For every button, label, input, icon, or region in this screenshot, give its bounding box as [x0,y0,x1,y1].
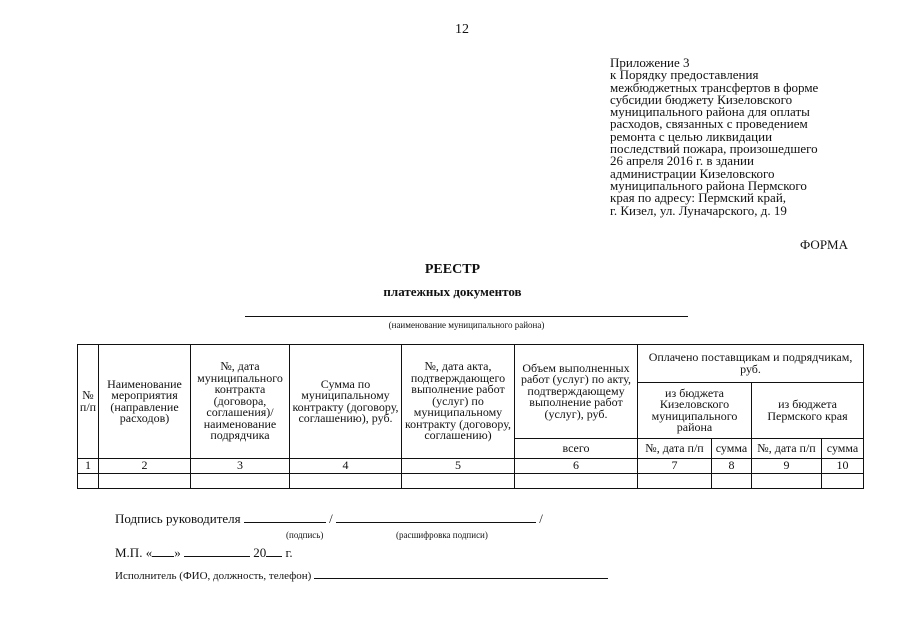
header-volume: Объем выполненных работ (услуг) по акту, подтверждающему выполнение работ (услуг), руб. [515,345,638,439]
table-cell[interactable] [822,474,864,489]
year-field[interactable] [266,544,282,557]
document-title: РЕЕСТР [424,262,481,277]
table-row [78,474,864,489]
appendix-line: Приложение 3 [610,55,690,70]
signature-line [115,510,543,527]
table-cell[interactable] [78,474,99,489]
header-num-date-2: №, дата п/п [752,439,822,459]
table-cell[interactable] [712,474,752,489]
header-paid: Оплачено поставщикам и подрядчикам, руб. [638,345,864,383]
table-cell[interactable] [515,474,638,489]
day-field[interactable] [152,544,174,557]
table-cell[interactable] [638,474,712,489]
executor-label: Исполнитель (ФИО, должность, телефон) [115,570,312,582]
column-number: 8 [712,459,752,474]
form-label: ФОРМА [800,237,848,252]
column-number: 1 [78,459,99,474]
header-paid-local: из бюджета Кизеловского муниципального района [638,383,752,439]
column-number-row [78,459,864,474]
column-number: 10 [822,459,864,474]
signature-field[interactable] [244,510,326,523]
region-caption: (наименование муниципального района) [388,320,545,330]
header-num-date-1: №, дата п/п [638,439,712,459]
column-number: 5 [402,459,515,474]
executor-field[interactable] [314,566,608,579]
separator: / [539,511,543,526]
executor-line [115,566,608,582]
table-cell[interactable] [402,474,515,489]
column-number: 4 [290,459,402,474]
header-amount-2: сумма [822,439,864,459]
year-suffix: г. [285,545,293,560]
header-contract: №, дата муниципального контракта (договора, соглашения)/ наименование подрядчика [191,345,290,459]
header-amount-1: сумма [712,439,752,459]
year-prefix: 20 [253,545,267,560]
appendix-block [610,57,860,217]
appendix-line: расходов, связанных с проведением [610,116,808,132]
document-subtitle: платежных документов [383,284,522,299]
table-cell[interactable] [191,474,290,489]
header-paid-region: из бюджета Пермского края [752,383,864,439]
header-num: № п/п [78,345,99,459]
separator: / [329,511,333,526]
signature-decode-caption: (расшифровка подписи) [396,530,488,540]
header-volume-total: всего [515,439,638,459]
appendix-line: муниципального района для оплаты [610,104,810,120]
appendix-line: г. Кизел, ул. Луначарского, д. 19 [610,202,787,218]
appendix-line: ремонта с целью ликвидации [610,128,773,144]
appendix-line: межбюджетных трансфертов в форме [610,79,819,95]
table-cell[interactable] [99,474,191,489]
page-number: 12 [455,22,469,37]
column-number: 9 [752,459,822,474]
month-field[interactable] [184,544,250,557]
appendix-line: 26 апреля 2016 г. в здании [610,153,754,169]
appendix-line: края по адресу: Пермский край, [610,190,787,206]
registry-table [77,344,864,489]
header-act: №, дата акта, подтверждающего выполнение работ (услуг) по муниципальному контракту (договору, соглашению) [402,345,515,459]
appendix-line: к Порядку предоставления [610,67,759,83]
signature-decode-field[interactable] [336,510,536,523]
signature-caption: (подпись) [286,530,324,540]
column-number: 6 [515,459,638,474]
region-name-field[interactable] [245,316,688,317]
stamp-label: М.П. « [115,545,153,560]
header-sum: Сумма по муниципальному контракту (договору, соглашению), руб. [290,345,402,459]
signature-label: Подпись руководителя [115,511,241,526]
appendix-line: последствий пожара, произошедшего [610,141,818,157]
header-event: Наименование мероприятия (направление расходов) [99,345,191,459]
appendix-line: субсидии бюджету Кизеловского [610,91,793,107]
column-number: 7 [638,459,712,474]
appendix-line: администрации Кизеловского [610,165,775,181]
stamp-date-line [115,544,293,561]
column-number: 3 [191,459,290,474]
column-number: 2 [99,459,191,474]
table-cell[interactable] [290,474,402,489]
table-cell[interactable] [752,474,822,489]
quote-close: » [174,545,181,560]
appendix-line: муниципального района Пермского [610,177,807,193]
